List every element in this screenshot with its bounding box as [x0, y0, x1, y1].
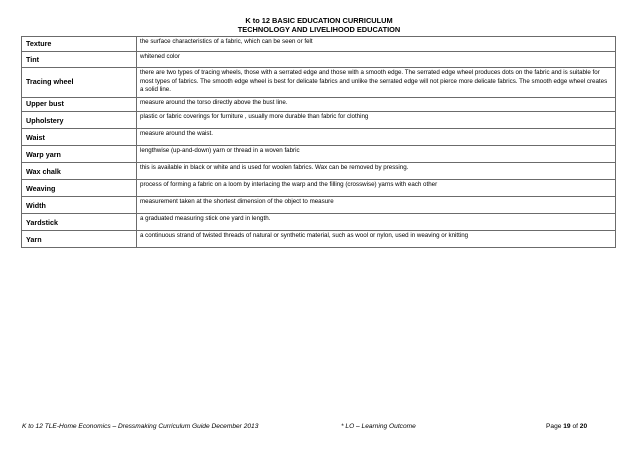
table-row [22, 37, 616, 52]
glossary-table [21, 36, 616, 248]
table-row [22, 179, 616, 196]
document-header [0, 16, 638, 34]
glossary-term: Waist [22, 128, 137, 145]
table-row [22, 162, 616, 179]
glossary-definition: process of forming a fabric on a loom by interlacing the warp and the filling (crosswise) yarns with each other [137, 179, 616, 196]
table-row [22, 145, 616, 162]
table-row [22, 111, 616, 128]
glossary-definition: whitened color [137, 52, 616, 68]
glossary-definition: plastic or fabric coverings for furniture , usually more durable than fabric for clothing [137, 111, 616, 128]
glossary-term: Upholstery [22, 111, 137, 128]
page-current: 19 [563, 423, 571, 430]
header-subject-title: TECHNOLOGY AND LIVELIHOOD EDUCATION [237, 25, 401, 34]
table-row [22, 128, 616, 145]
glossary-term: Wax chalk [22, 162, 137, 179]
page-total: 20 [579, 423, 588, 430]
table-row [22, 52, 616, 68]
table-row [22, 213, 616, 230]
footer-guide-title: K to 12 TLE-Home Economics – Dressmaking Curriculum Guide December 2013 [22, 423, 259, 430]
glossary-term: Tint [22, 52, 137, 68]
glossary-term: Width [22, 196, 137, 213]
table-row [22, 68, 616, 98]
glossary-definition: measurement taken at the shortest dimension of the object to measure [137, 196, 616, 213]
glossary-definition: lengthwise (up-and-down) yarn or thread in a woven fabric [137, 145, 616, 162]
table-row [22, 230, 616, 247]
header-curriculum-title: K to 12 BASIC EDUCATION CURRICULUM [245, 16, 393, 25]
table-row [22, 97, 616, 111]
glossary-definition: measure around the waist. [137, 128, 616, 145]
glossary-term: Weaving [22, 179, 137, 196]
glossary-term: Tracing wheel [22, 68, 137, 98]
page-of-word: of [572, 423, 578, 430]
glossary-term: Texture [22, 37, 137, 52]
glossary-definition: this is available in black or white and is used for woolen fabrics. Wax can be removed by pressing. [137, 162, 616, 179]
glossary-term: Yarn [22, 230, 137, 247]
glossary-term: Upper bust [22, 97, 137, 111]
table-row [22, 196, 616, 213]
glossary-definition: the surface characteristics of a fabric, which can be seen or felt [137, 37, 616, 52]
footer-page-number [546, 422, 587, 431]
glossary-definition: a continuous strand of twisted threads of natural or synthetic material, such as wool or nylon, used in weaving or knitting [137, 230, 616, 247]
footer-lo-note: * LO – Learning Outcome [341, 423, 416, 430]
glossary-definition: measure around the torso directly above the bust line. [137, 97, 616, 111]
page-word: Page [546, 423, 562, 430]
glossary-definition: there are two types of tracing wheels, those with a serrated edge and those with a smooth edge. The serrated edge wheel produces dots on the fabric and is suitable for most types of fabrics. The smooth edge wheel is best for delicate fabrics and unlike the serrated edge will not pierce more delicate fabrics. The smooth edge wheel creates a solid line. [137, 68, 616, 98]
glossary-term: Warp yarn [22, 145, 137, 162]
glossary-term: Yardstick [22, 213, 137, 230]
glossary-definition: a graduated measuring stick one yard in length. [137, 213, 616, 230]
